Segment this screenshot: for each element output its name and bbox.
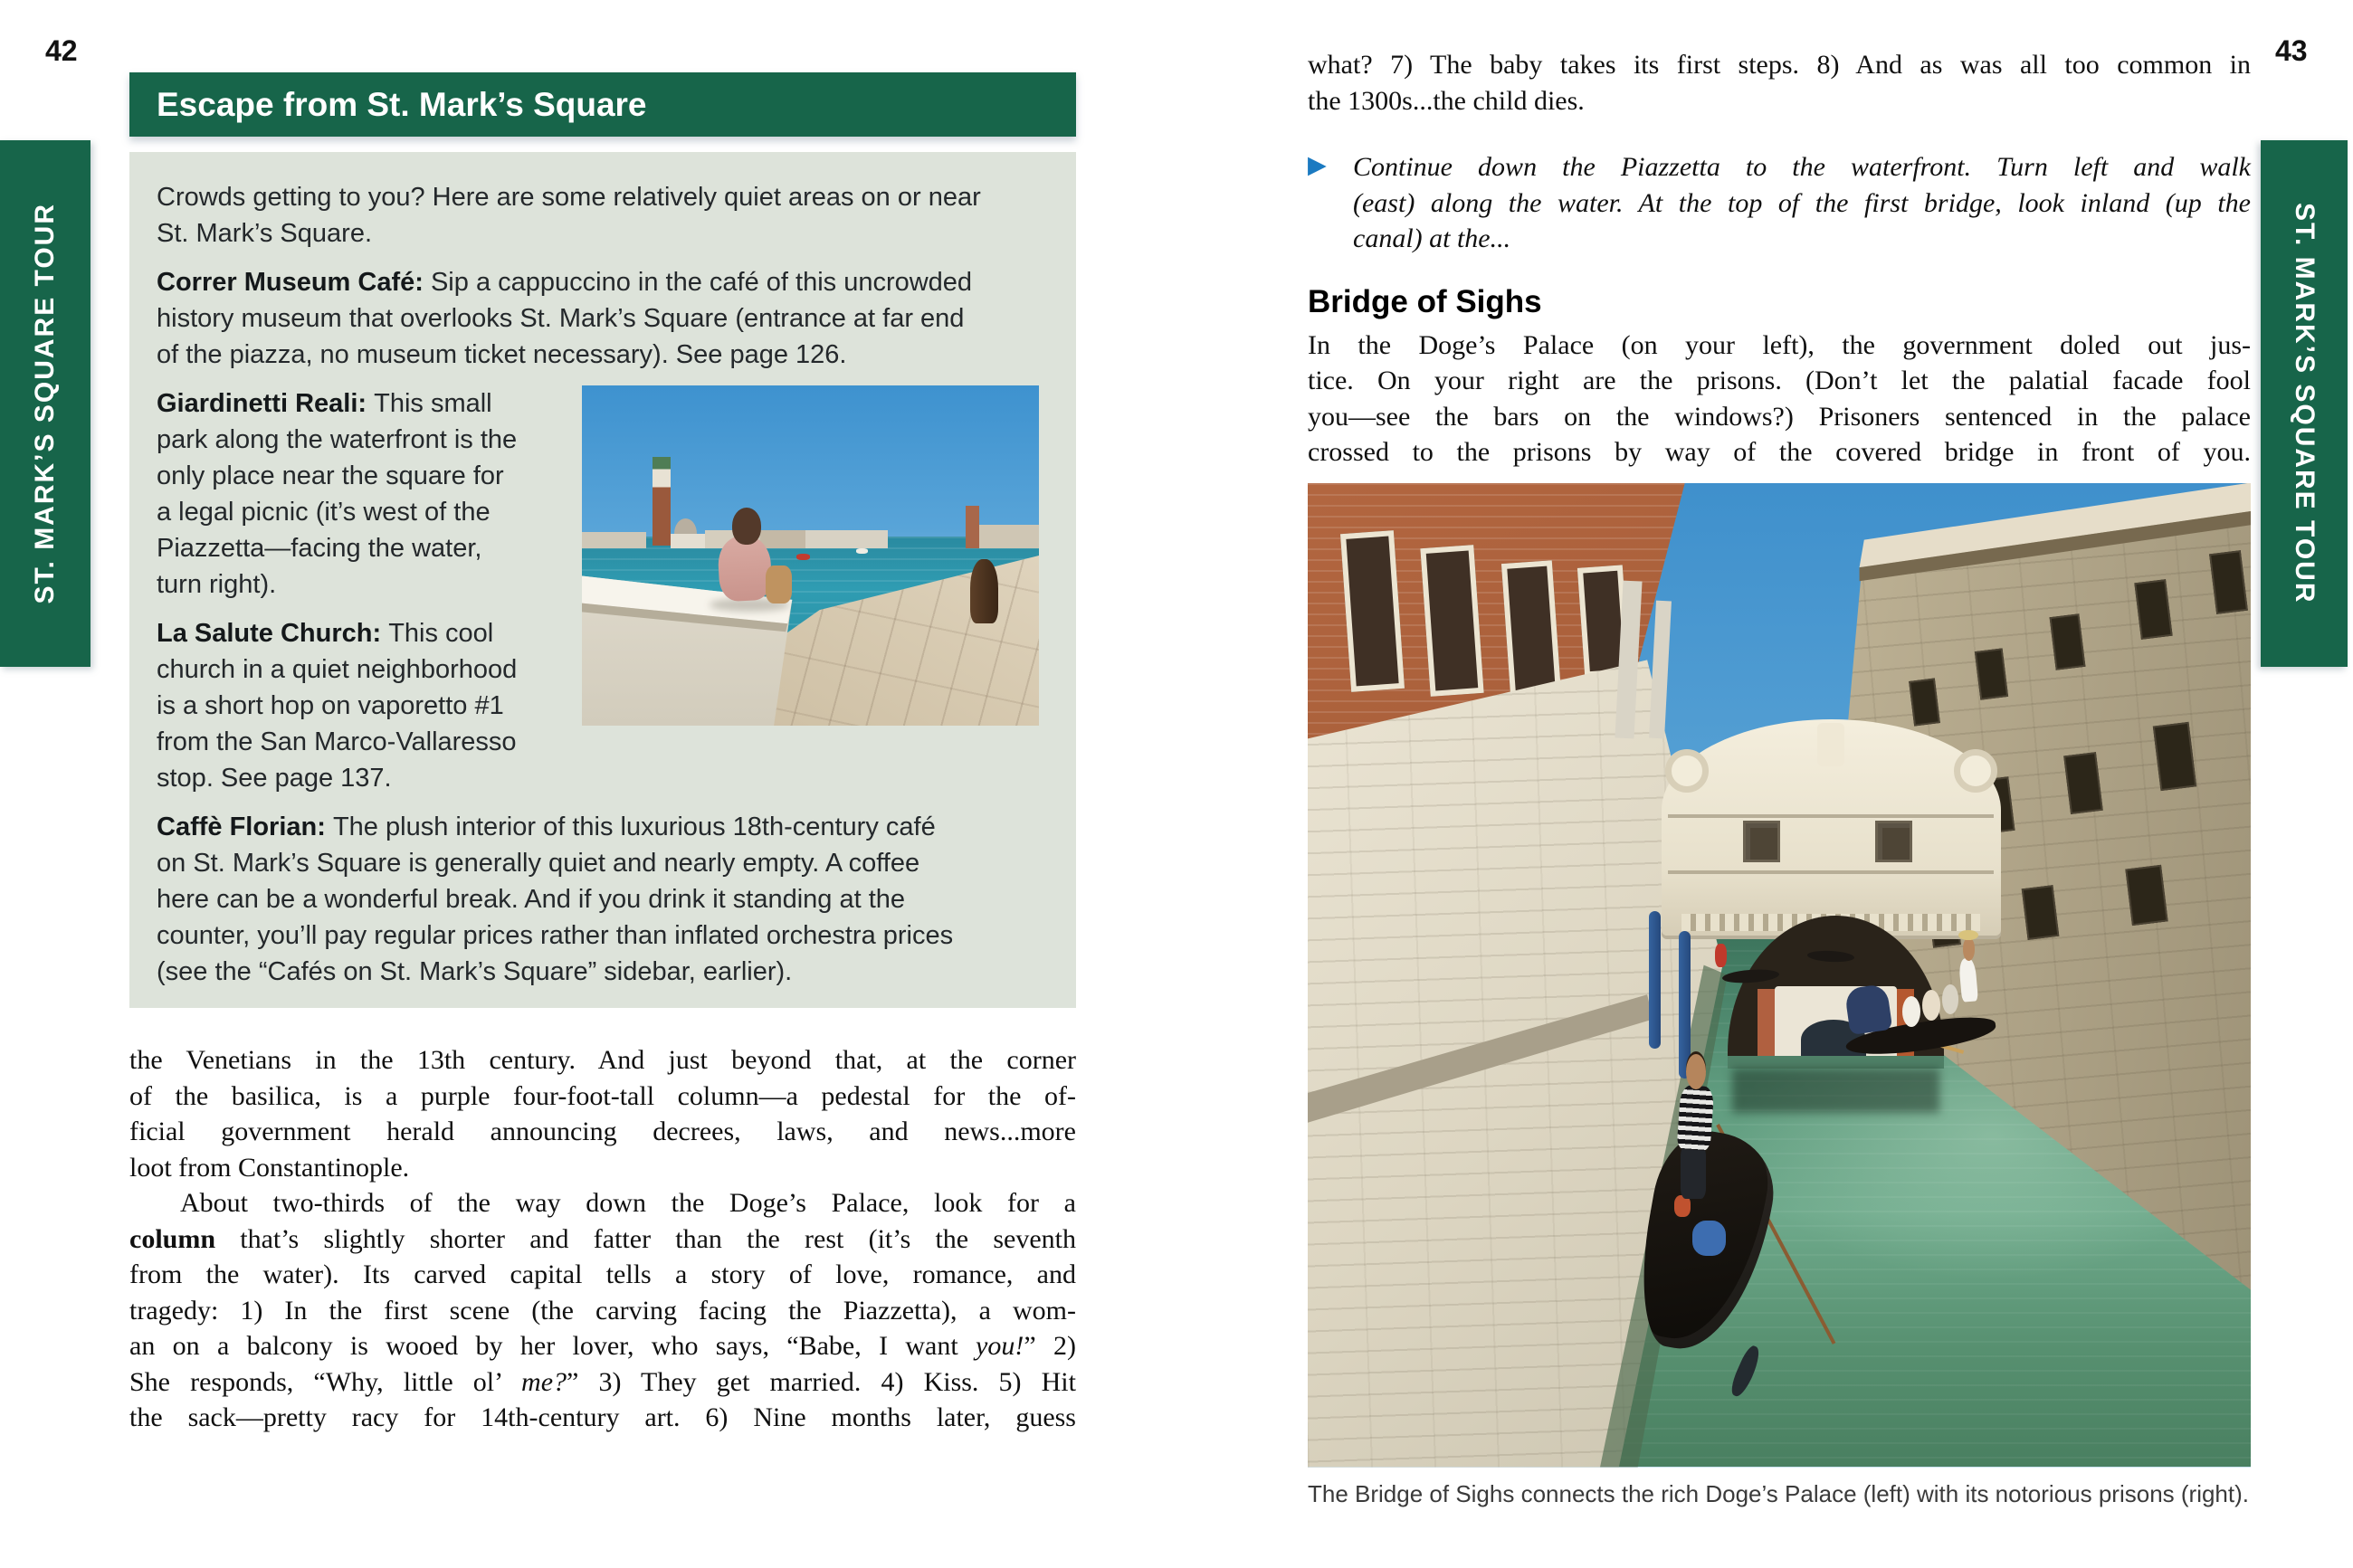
box-entry-salute: La Salute Church: This cool church in a quiet neighborhood is a short hop on vaporetto #1 from the San Marco-Vallaresso stop. See page 137. bbox=[157, 619, 518, 793]
section-tab-right-label: ST. MARK’S SQUARE TOUR bbox=[2290, 203, 2320, 604]
page-number-left: 42 bbox=[45, 34, 78, 67]
bridge-of-sighs-structure bbox=[1662, 719, 2001, 936]
box-entry-giardinetti: Giardinetti Reali: This small park along the waterfront is the only place near the square for a legal picnic (it’s west of the Piazzetta—facing the water, turn right). bbox=[157, 389, 518, 599]
section-heading: Bridge of Sighs bbox=[1308, 283, 1542, 319]
box-intro-paragraph: Crowds getting to you? Here are some relatively quiet areas on or near St. Mark’s Square. bbox=[157, 183, 981, 248]
continuation-paragraph: what? 7) The baby takes its first steps. 8) And as was all too common in the 1300s...the child dies. bbox=[1308, 50, 2251, 116]
directions-block bbox=[1308, 149, 2251, 257]
giardinetti-photo bbox=[582, 385, 1039, 726]
gondola-with-passengers bbox=[1845, 950, 1996, 1078]
sidebar-box-title: Escape from St. Mark’s Square bbox=[157, 85, 647, 123]
body-paragraph-1: the Venetians in the 13th century. And just beyond that, at the corner of the basilica, is a purple four-foot-tall column—a pedestal for the of- ficial government herald announcing decrees, laws, and news...more loot from Constantinople. bbox=[129, 1045, 1076, 1183]
gondolier bbox=[1958, 957, 1978, 1002]
right-page bbox=[1308, 47, 2251, 1508]
blue-mooring-post bbox=[1649, 911, 1661, 1049]
section-tab-left bbox=[0, 140, 90, 667]
box-entry-florian: Caffè Florian: The plush interior of this luxurious 18th-century café on St. Mark’s Square is generally quiet and nearly empty. A coffee here can be a wonderful break. And if you drink it standing at the counter, you’ll pay regular prices rather than inflated orchestra prices (see the “Cafés on St. Mark’s Square” sidebar, earlier). bbox=[157, 813, 954, 986]
sidebar-box-title-bar bbox=[129, 72, 1076, 137]
bridge-window bbox=[1875, 821, 1912, 861]
page-number-right: 43 bbox=[2275, 34, 2308, 67]
foreground-gondola bbox=[1619, 1054, 1817, 1409]
campanile-tower bbox=[653, 457, 671, 546]
bridge-of-sighs-photo bbox=[1308, 483, 2251, 1468]
section-tab-right bbox=[2261, 140, 2348, 667]
triangle-bullet-icon: ▶ bbox=[1308, 151, 1327, 178]
sidebar-box bbox=[129, 152, 1076, 1008]
body-paragraph-2: About two-thirds of the way down the Doge’s Palace, look for a column that’s slightly shorter and fatter than the rest (it’s the seventh from the water). Its carved capital tells a story of love, romance, and tragedy: 1) In the first scene (the carving facing the Piazzetta), a wom- an on a balcony is wooed by her lover, who says, “Babe, I want you!” 2) She responds, “Why, little ol’ me?” 3) They get married. 4) Kiss. 5) Hit the sack—pretty racy for 14th-century art. 6) Nine months later, guess bbox=[129, 1188, 1076, 1432]
box-text-photo-row bbox=[157, 385, 1053, 796]
seated-woman bbox=[710, 508, 783, 610]
photo-caption: The Bridge of Sighs connects the rich Doge’s Palace (left) with its notorious prisons (right). bbox=[1308, 1479, 2249, 1507]
gondolier-striped-shirt bbox=[1676, 1085, 1714, 1151]
bridge-paragraph: In the Doge’s Palace (on your left), the government doled out jus- tice. On your right are the prisons. (Don’t let the palatial facade fool you—see the bars on the windows?) Prisoners sentenced in the palace crossed to the prisons by way of the covered bridge in front of you. bbox=[1308, 329, 2251, 467]
mooring-bollard bbox=[970, 559, 997, 623]
box-entry-correr: Correr Museum Café: Sip a cappuccino in the café of this uncrowded history museum that overlooks St. Mark’s Square (entrance at far end of the piazza, no museum ticket necessary). See page 126. bbox=[157, 268, 973, 369]
box-narrow-column bbox=[157, 385, 573, 796]
bridge-window bbox=[1743, 821, 1780, 861]
section-tab-left-label: ST. MARK’S SQUARE TOUR bbox=[30, 203, 60, 604]
directions-paragraph: Continue down the Piazzetta to the waterfront. Turn left and walk (east) along the water. At the top of the first bridge, look inland (up the canal) at the... bbox=[1353, 152, 2251, 253]
left-page bbox=[129, 72, 1076, 1436]
